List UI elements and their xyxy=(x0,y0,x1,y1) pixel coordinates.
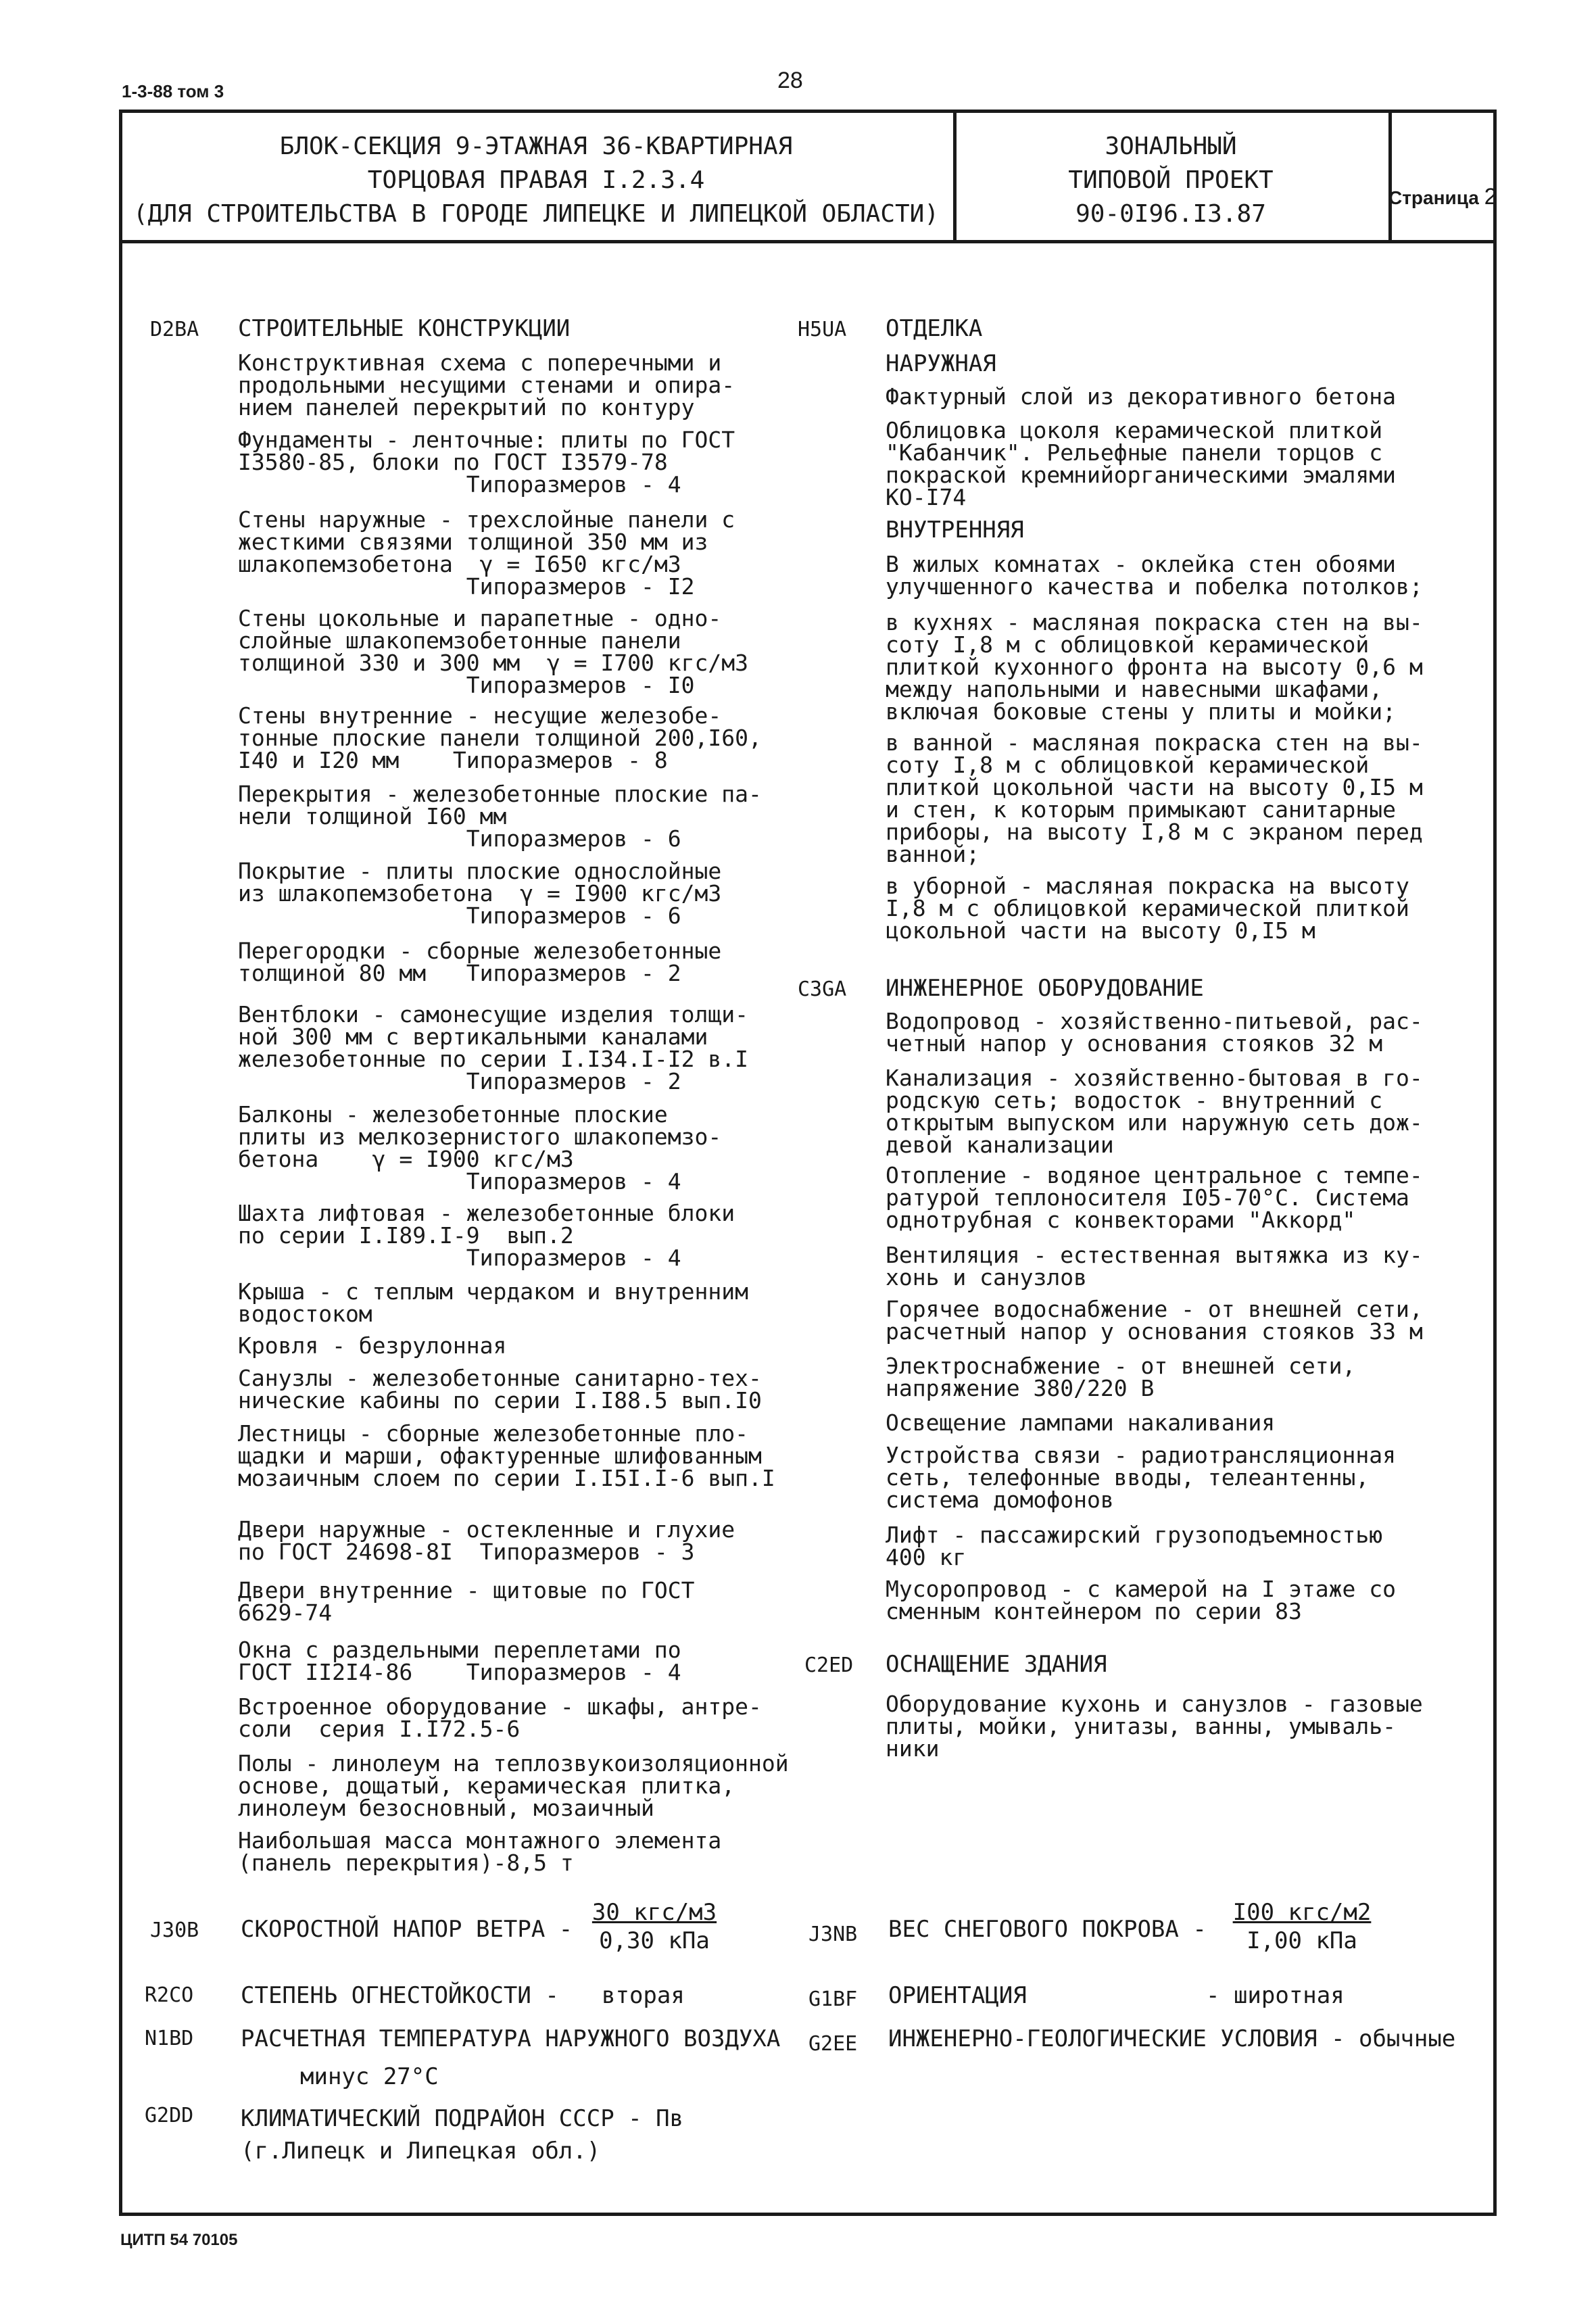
paragraph: Покрытие - плиты плоские однослойные из шлакопемзобетона γ = I900 кгс/м3 Типоразмеров - 6 xyxy=(238,858,722,929)
snow-value-kgs: I00 кгс/м2 xyxy=(1232,1899,1372,1926)
fire-label: СТЕПЕНЬ ОГНЕСТОЙКОСТИ - xyxy=(241,1982,559,2009)
paragraph: Перекрытия - железобетонные плоские па- нели толщиной I60 мм Типоразмеров - 6 xyxy=(238,781,762,852)
paragraph: Канализация - хозяйственно-бытовая в го- родскую сеть; водосток - внутренний с открытым выпуском или наружную сеть дож- девой канализации xyxy=(886,1065,1423,1158)
wind-value-kgs: 30 кгс/м3 xyxy=(591,1899,717,1926)
section-code: H5UA xyxy=(798,318,847,341)
paragraph: Горячее водоснабжение - от внешней сети, расчетный напор у основания стояков 33 м xyxy=(886,1296,1423,1345)
document-series-label: 1-3-88 том 3 xyxy=(122,81,224,101)
temperature-value: минус 27°С xyxy=(300,2063,439,2090)
paragraph: Наибольшая масса монтажного элемента (панель перекрытия)-8,5 т xyxy=(238,1827,722,1876)
paragraph: Полы - линолеум на теплозвукоизоляционной основе, дощатый, керамическая плитка, линолеум безосновный, мозаичный xyxy=(238,1750,789,1821)
paragraph: Стены наружные - трехслойные панели с жесткими связями толщиной 350 мм из шлакопемзобетона γ = I650 кгс/м3 Типоразмеров - I2 xyxy=(238,506,735,600)
paragraph: Крыша - с теплым чердаком и внутренним водостоком xyxy=(238,1278,748,1327)
title-stamp xyxy=(119,110,1497,243)
param-code: N1BD xyxy=(145,2027,194,2050)
paragraph: в уборной - масляная покраска на высоту I,8 м с облицовкой керамической плиткой цокольной части на высоту 0,I5 м xyxy=(886,873,1409,944)
fire-value: вторая xyxy=(602,1982,685,2009)
stamp-divider xyxy=(1388,110,1392,243)
param-code: J3NB xyxy=(808,1923,858,1946)
stamp-title-line: (ДЛЯ СТРОИТЕЛЬСТВА В ГОРОДЕ ЛИПЕЦКЕ И ЛИПЕЦКОЙ ОБЛАСТИ) xyxy=(132,200,940,228)
paragraph: В жилых комнатах - оклейка стен обоями улучшенного качества и побелка потолков; xyxy=(886,551,1423,600)
paragraph: Окна с раздельными переплетами по ГОСТ II2I4-86 Типоразмеров - 4 xyxy=(238,1637,681,1685)
section-title-equipment: ОСНАЩЕНИЕ ЗДАНИЯ xyxy=(886,1651,1107,1678)
paragraph: Фактурный слой из декоративного бетона xyxy=(886,383,1396,410)
section-title-structures: СТРОИТЕЛЬНЫЕ КОНСТРУКЦИИ xyxy=(238,315,571,342)
orientation-label: ОРИЕНТАЦИЯ xyxy=(888,1982,1027,2009)
publisher-footer: ЦИТП 54 70105 xyxy=(120,2231,238,2249)
paragraph: Лестницы - сборные железобетонные пло- щадки и марши, офактуренные шлифованным мозаичным слоем по серии I.I5I.I-6 вып.I xyxy=(238,1420,775,1491)
stamp-project-line: 90-0I96.I3.87 xyxy=(1075,200,1266,228)
stamp-title-line: БЛОК-СЕКЦИЯ 9-ЭТАЖНАЯ 36-КВАРТИРНАЯ xyxy=(279,132,793,160)
param-code: G2EE xyxy=(808,2032,858,2056)
paragraph: Вентблоки - самонесущие изделия толщи- ной 300 мм с вертикальными каналами железобетонные по серии I.I34.I-I2 в.I Типоразмеров - 2 xyxy=(238,1001,748,1094)
geology-label: ИНЖЕНЕРНО-ГЕОЛОГИЧЕСКИЕ УСЛОВИЯ - обычные xyxy=(888,2025,1456,2052)
param-code: J30B xyxy=(150,1919,199,1942)
param-code: R2CO xyxy=(145,1983,194,2007)
paragraph: Вентиляция - естественная вытяжка из ку- хонь и санузлов xyxy=(886,1242,1423,1290)
snow-value xyxy=(1221,1898,1383,1955)
stamp-project-line: ЗОНАЛЬНЫЙ xyxy=(1105,132,1237,160)
paragraph: Оборудование кухонь и санузлов - газовые плиты, мойки, унитазы, ванны, умываль- ники xyxy=(886,1691,1423,1762)
paragraph: в ванной - масляная покраска стен на вы- соту I,8 м с облицовкой керамической плиткой цокольной части на высоту 0,I5 м и стен, к которым примыкают санитарные приборы, на высоту I,8 м с экраном перед ванной; xyxy=(886,729,1423,867)
paragraph: Перегородки - сборные железобетонные толщиной 80 мм Типоразмеров - 2 xyxy=(238,938,722,986)
paragraph: Освещение лампами накаливания xyxy=(886,1409,1276,1436)
subsection-title-inner: ВНУТРЕННЯЯ xyxy=(886,516,1024,544)
stamp-project xyxy=(953,130,1388,231)
paragraph: Конструктивная схема с поперечными и продольными несущими стенами и опира- нием панелей перекрытий по контуру xyxy=(238,349,735,420)
paragraph: Стены цокольные и парапетные - одно- слойные шлакопемзобетонные панели толщиной 330 и 300 мм γ = I700 кгс/м3 Типоразмеров - I0 xyxy=(238,605,748,698)
paragraph: Электроснабжение - от внешней сети, напряжение 380/220 В xyxy=(886,1353,1356,1401)
paragraph: Стены внутренние - несущие железобе- тонные плоские панели толщиной 200,I60, I40 и I20 мм Типоразмеров - 8 xyxy=(238,702,762,773)
stamp-page-label: Страница xyxy=(1388,187,1479,208)
paragraph: в кухнях - масляная покраска стен на вы- соту I,8 м с облицовкой керамической плиткой кухонного фронта на высоту 0,6 м между напольными и навесными шкафами, включая боковые стены у плиты и мойки; xyxy=(886,609,1423,725)
paragraph: Водопровод - хозяйственно-питьевой, рас- четный напор у основания стояков 32 м xyxy=(886,1008,1423,1057)
orientation-value: - широтная xyxy=(1206,1982,1345,2009)
temperature-label: РАСЧЕТНАЯ ТЕМПЕРАТУРА НАРУЖНОГО ВОЗДУХА xyxy=(241,2025,781,2052)
paragraph: Двери внутренние - щитовые по ГОСТ 6629-74 xyxy=(238,1577,695,1626)
stamp-project-line: ТИПОВОЙ ПРОЕКТ xyxy=(1068,166,1274,194)
snow-value-kpa: I,00 кПа xyxy=(1247,1927,1357,1954)
sheet-number: 28 xyxy=(777,68,803,93)
snow-label: ВЕС СНЕГОВОГО ПОКРОВА - xyxy=(888,1916,1207,1943)
stamp-page xyxy=(1388,184,1497,210)
wind-value xyxy=(580,1898,729,1955)
section-code: C3GA xyxy=(798,978,847,1001)
section-code: D2BA xyxy=(150,318,199,341)
wind-value-kpa: 0,30 кПа xyxy=(599,1927,710,1954)
paragraph: Лифт - пассажирский грузоподъемностью 400 кг xyxy=(886,1522,1383,1570)
subsection-title-outer: НАРУЖНАЯ xyxy=(886,350,996,377)
stamp-title-line: ТОРЦОВАЯ ПРАВАЯ I.2.3.4 xyxy=(367,166,705,194)
paragraph: Фундаменты - ленточные: плиты по ГОСТ I3580-85, блоки по ГОСТ I3579-78 Типоразмеров - 4 xyxy=(238,427,735,498)
param-code: G1BF xyxy=(808,1987,858,2011)
stamp-page-value: 2 xyxy=(1484,184,1497,210)
section-title-finish: ОТДЕЛКА xyxy=(886,315,983,342)
paragraph: Балконы - железобетонные плоские плиты из мелкозернистого шлакопемзо- бетона γ = I900 кгс/м3 Типоразмеров - 4 xyxy=(238,1101,722,1195)
paragraph: Двери наружные - остекленные и глухие по ГОСТ 24698-8I Типоразмеров - 3 xyxy=(238,1516,735,1565)
paragraph: Отопление - водяное центральное с темпе- ратурой теплоносителя I05-70°С. Система однотрубная с конвекторами "Аккорд" xyxy=(886,1162,1423,1233)
paragraph: Мусоропровод - с камерой на I этаже со сменным контейнером по серии 83 xyxy=(886,1576,1396,1624)
stamp-title xyxy=(119,130,953,231)
paragraph: Облицовка цоколя керамической плиткой "Кабанчик". Рельефные панели торцов с покраской кремнийорганическими эмалями КО-I74 xyxy=(886,417,1396,510)
climate-value: (г.Липецк и Липецкая обл.) xyxy=(241,2138,601,2165)
paragraph: Встроенное оборудование - шкафы, антре- соли серия I.I72.5-6 xyxy=(238,1693,762,1742)
section-code: C2ED xyxy=(804,1654,854,1677)
section-title-engineering: ИНЖЕНЕРНОЕ ОБОРУДОВАНИЕ xyxy=(886,975,1204,1002)
paragraph: Шахта лифтовая - железобетонные блоки по серии I.I89.I-9 вып.2 Типоразмеров - 4 xyxy=(238,1200,735,1271)
paragraph: Устройства связи - радиотрансляционная сеть, телефонные вводы, телеантенны, система домофонов xyxy=(886,1442,1396,1513)
paragraph: Кровля - безрулонная xyxy=(238,1332,507,1359)
climate-label: КЛИМАТИЧЕСКИЙ ПОДРАЙОН СССР - Пв xyxy=(241,2105,684,2132)
paragraph: Санузлы - железобетонные санитарно-тех- нические кабины по серии I.I88.5 вып.I0 xyxy=(238,1365,762,1414)
wind-label: СКОРОСТНОЙ НАПОР ВЕТРА - xyxy=(241,1916,573,1943)
param-code: G2DD xyxy=(145,2104,194,2127)
